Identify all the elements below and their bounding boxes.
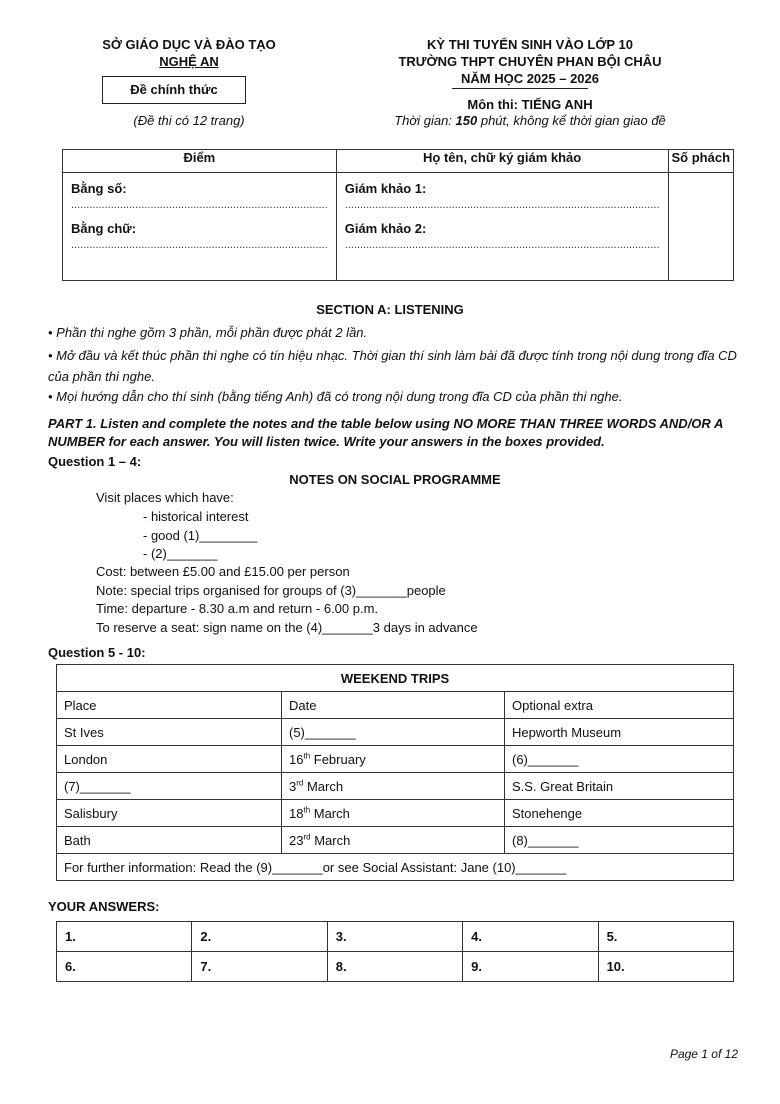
answer-row [57, 922, 734, 952]
date-day: (5)_______ [289, 724, 356, 740]
answer-row [57, 952, 734, 982]
date-day: 16 [289, 751, 304, 767]
note-line: - good (1)________ [143, 528, 258, 543]
subject-line [340, 97, 720, 112]
part1-instruction: PART 1. Listen and complete the notes and the table below using NO MORE THAN THREE WORDS AND/OR A NUMBER for each answer. You will listen twice. Write your answers in the boxes provided. [48, 416, 723, 449]
question-5-10-label: Question 5 - 10: [48, 645, 146, 660]
answer-box-2[interactable]: 2. [192, 922, 327, 952]
score-number-label: Bằng số: [71, 181, 127, 196]
code-cell[interactable] [668, 173, 733, 281]
extra-cell: (8)_______ [505, 827, 734, 854]
trips-title: WEEKEND TRIPS [57, 665, 734, 692]
bullet-2-cont: của phần thi nghe. [48, 369, 155, 384]
weekend-trips-table [56, 664, 734, 881]
date-day: 23 [289, 832, 304, 848]
exam-line-1: KỲ THI TUYỂN SINH VÀO LỚP 10 [427, 37, 633, 52]
exam-line-3: NĂM HỌC 2025 – 2026 [460, 71, 599, 86]
answer-box-8[interactable]: 8. [327, 952, 462, 982]
time-line [340, 113, 720, 128]
answer-box-5[interactable]: 5. [598, 922, 733, 952]
department-line-1: SỞ GIÁO DỤC VÀ ĐÀO TẠO [102, 37, 276, 52]
table-row [57, 746, 734, 773]
date-cell [282, 719, 505, 746]
date-month: March [310, 832, 351, 848]
score-number-dots: .................................................................................... [71, 199, 328, 211]
extra-cell: (6)_______ [505, 746, 734, 773]
examiner-2-dots: ....................................................................................................... [344, 239, 660, 251]
score-cell[interactable] [63, 173, 337, 281]
col-code: Số phách [668, 150, 733, 173]
date-month: March [303, 778, 344, 794]
section-a-title: SECTION A: LISTENING [316, 302, 464, 317]
heading-divider [452, 88, 588, 89]
date-month: February [310, 751, 366, 767]
department-line-2: NGHỆ AN [159, 54, 219, 69]
note-line: Time: departure - 8.30 a.m and return - 6.00 p.m. [96, 601, 379, 616]
answer-box-4[interactable]: 4. [463, 922, 598, 952]
extra-cell: S.S. Great Britain [505, 773, 734, 800]
department-heading [60, 36, 318, 70]
subject-value: TIẾNG ANH [521, 97, 593, 112]
score-words-label: Bằng chữ: [71, 221, 137, 236]
date-suffix: rd [303, 832, 311, 842]
bullet-3: • Mọi hướng dẫn cho thí sinh (bằng tiếng Anh) đã có trong nội dung trong đĩa CD của phần thi nghe. [48, 389, 623, 404]
place-cell: Bath [57, 827, 282, 854]
date-day: 18 [289, 805, 304, 821]
time-value: 150 [455, 113, 478, 128]
answers-table [56, 921, 734, 982]
note-line: Cost: between £5.00 and £15.00 per person [96, 564, 350, 579]
page-number: Page 1 of 12 [669, 1047, 738, 1061]
header-place: Place [57, 692, 282, 719]
date-cell [282, 773, 505, 800]
question-1-4-label: Question 1 – 4: [48, 454, 142, 469]
note-line: To reserve a seat: sign name on the (4)_______3 days in advance [96, 620, 478, 635]
exam-heading [340, 36, 720, 87]
date-suffix: rd [296, 778, 304, 788]
place-cell: St Ives [57, 719, 282, 746]
date-cell [282, 827, 505, 854]
date-suffix: th [303, 805, 311, 815]
place-cell: Salisbury [57, 800, 282, 827]
exam-line-2: TRƯỜNG THPT CHUYÊN PHAN BỘI CHÂU [398, 54, 662, 69]
date-cell [282, 746, 505, 773]
table-row [57, 800, 734, 827]
examiner-2-label: Giám khảo 2: [344, 221, 427, 236]
table-row [57, 719, 734, 746]
extra-cell: Hepworth Museum [505, 719, 734, 746]
time-suffix: phút, không kể thời gian giao đề [477, 113, 666, 128]
table-row [57, 773, 734, 800]
bullet-2: • Mở đầu và kết thúc phần thi nghe có tín hiệu nhạc. Thời gian thí sinh làm bài đã được tính trong nội dung trong đĩa CD [48, 348, 737, 363]
answer-box-10[interactable]: 10. [598, 952, 733, 982]
col-score: Điểm [63, 150, 337, 173]
notes-title: NOTES ON SOCIAL PROGRAMME [289, 472, 501, 487]
col-examiner: Họ tên, chữ ký giám khảo [336, 150, 668, 173]
place-cell: London [57, 746, 282, 773]
note-line: Note: special trips organised for groups of (3)_______people [96, 583, 446, 598]
answer-box-7[interactable]: 7. [192, 952, 327, 982]
answer-box-1[interactable]: 1. [57, 922, 192, 952]
answer-box-6[interactable]: 6. [57, 952, 192, 982]
time-prefix: Thời gian: [394, 113, 456, 128]
official-exam-box: Đề chính thức [102, 76, 246, 104]
examiner-1-dots: ....................................................................................................... [344, 199, 660, 211]
date-month: March [310, 805, 350, 821]
note-line: - (2)_______ [143, 546, 218, 561]
date-suffix: th [303, 751, 311, 761]
extra-cell: Stonehenge [505, 800, 734, 827]
place-cell: (7)_______ [57, 773, 282, 800]
subject-label: Môn thi: [467, 97, 522, 112]
note-line: - historical interest [143, 509, 249, 524]
date-cell [282, 800, 505, 827]
date-day: 3 [289, 778, 297, 794]
header-date: Date [282, 692, 505, 719]
your-answers-label: YOUR ANSWERS: [48, 899, 160, 914]
table-row [57, 827, 734, 854]
score-table [62, 149, 734, 281]
examiner-cell[interactable] [336, 173, 668, 281]
answer-box-9[interactable]: 9. [463, 952, 598, 982]
header-extra: Optional extra [505, 692, 734, 719]
trips-footer: For further information: Read the (9)_______or see Social Assistant: Jane (10)_______ [57, 854, 734, 881]
examiner-1-label: Giám khảo 1: [344, 181, 427, 196]
pages-note: (Đề thi có 12 trang) [133, 113, 245, 128]
bullet-1: • Phần thi nghe gồm 3 phần, mỗi phần được phát 2 lần. [48, 325, 368, 340]
score-words-dots: .................................................................................... [71, 239, 328, 251]
answer-box-3[interactable]: 3. [327, 922, 462, 952]
note-line: Visit places which have: [96, 490, 234, 505]
